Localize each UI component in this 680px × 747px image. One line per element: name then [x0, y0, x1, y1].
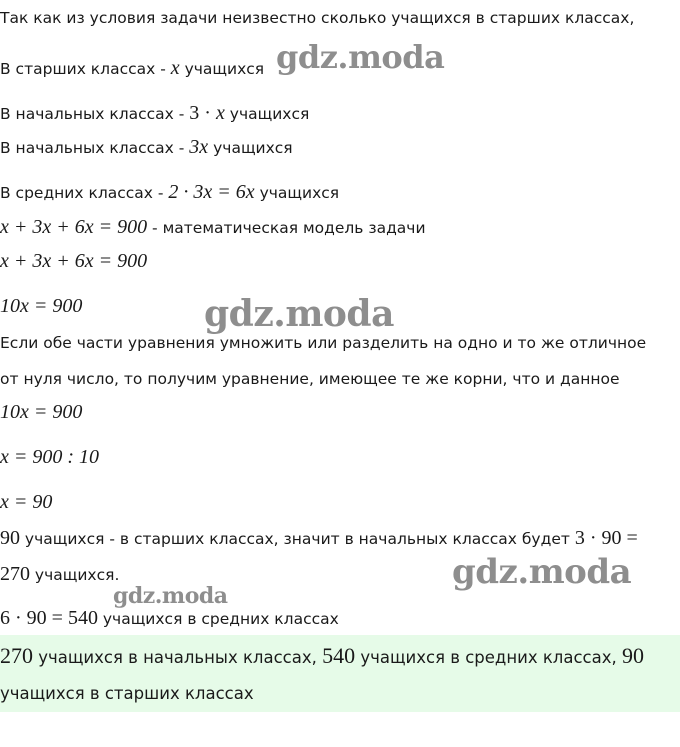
calculation-line: [0, 528, 638, 549]
suffix: учащихся в средних классах: [97, 610, 339, 628]
equation-line: [0, 402, 82, 423]
middle-classes-line: [0, 182, 339, 203]
equation: 10x = 900: [0, 401, 83, 423]
rule-line: от нуля число, то получим уравнение, имеющее те же корни, что и данное: [0, 370, 620, 388]
math-expression: 6 · 90 = 540: [0, 607, 98, 629]
label: В начальных классах -: [0, 105, 190, 123]
suffix: учащихся: [254, 184, 340, 202]
primary-classes-simplified-line: [0, 137, 293, 158]
math-variable: x: [170, 57, 180, 79]
math-expression: 3x: [189, 136, 209, 158]
label: В старших классах -: [0, 60, 171, 78]
math-number: 90: [0, 527, 20, 549]
suffix: учащихся.: [30, 566, 120, 584]
watermark-logo: gdz.moda: [113, 583, 228, 609]
text: учащихся в средних классах,: [355, 648, 622, 667]
equation-line: [0, 251, 147, 272]
watermark-logo: gdz.moda: [204, 293, 394, 335]
equation: x = 90: [0, 491, 53, 513]
text: учащихся - в старших классах, значит в начальных классах будет: [20, 530, 575, 548]
math-number: 270: [0, 563, 30, 585]
math-number: 270: [0, 643, 33, 668]
math-expression: 2 · 3x = 6x: [168, 181, 255, 203]
math-coefficient: 3 ·: [189, 102, 216, 124]
equation-line: [0, 447, 99, 468]
equation-line: [0, 492, 52, 513]
model-line: [0, 217, 426, 238]
intro-line: Так как из условия задачи неизвестно сколько учащихся в старших классах,: [0, 9, 635, 27]
math-variable: x: [215, 102, 225, 124]
primary-classes-line: [0, 103, 309, 124]
math-number: 540: [322, 643, 356, 668]
equation-line: [0, 296, 82, 317]
suffix: учащихся: [179, 60, 265, 78]
math-number: 90: [621, 643, 644, 668]
label: В начальных классах -: [0, 139, 190, 157]
text: учащихся в начальных классах,: [33, 648, 323, 667]
watermark-logo: gdz.moda: [276, 38, 445, 76]
calculation-line: [0, 608, 339, 629]
equation: x + 3x + 6x = 900: [0, 250, 148, 272]
suffix: учащихся: [224, 105, 310, 123]
rule-line: Если обе части уравнения умножить или разделить на одно и то же отличное: [0, 334, 647, 352]
equation: x = 900 : 10: [0, 446, 100, 468]
answer-line: [0, 643, 644, 668]
equation: x + 3x + 6x = 900: [0, 216, 148, 238]
watermark-logo: gdz.moda: [452, 552, 632, 592]
calculation-line: [0, 564, 119, 585]
answer-box: [0, 635, 680, 712]
suffix: учащихся: [208, 139, 293, 157]
answer-line: учащихся в старших классах: [0, 684, 254, 703]
suffix: - математическая модель задачи: [147, 219, 426, 237]
senior-classes-line: [0, 58, 264, 79]
math-expression: 3 · 90 =: [574, 527, 638, 549]
equation: 10x = 900: [0, 295, 83, 317]
label: В средних классах -: [0, 184, 169, 202]
